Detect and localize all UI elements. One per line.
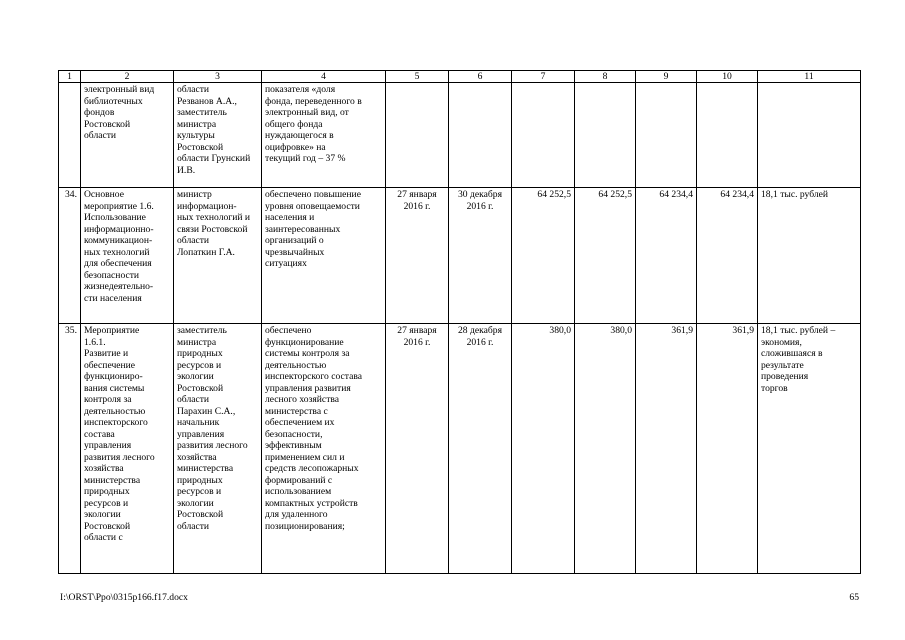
plan-table — [58, 70, 861, 574]
value-col8: 64 252,5 — [575, 188, 636, 324]
executor: области Резванов А.А., заместитель министра культуры Ростовской области Грунский И.В. — [174, 83, 262, 188]
end-date: 30 декабря 2016 г. — [449, 188, 512, 324]
header-cell: 7 — [512, 71, 575, 83]
value-col9: 64 234,4 — [636, 188, 697, 324]
header-cell: 3 — [174, 71, 262, 83]
measure-name: Основное мероприятие 1.6. Использование информационно- коммуникацион- ных технологий для обеспечения безопасности жизнедеятельно- сти населения — [81, 188, 174, 324]
expected-result: обеспечено повышение уровня оповещаемости населения и заинтересованных организаций о чрезвычайных ситуациях — [262, 188, 386, 324]
table-row — [59, 324, 861, 574]
row-number: 35. — [59, 324, 81, 574]
header-cell: 5 — [386, 71, 449, 83]
executor: заместитель министра природных ресурсов и экологии Ростовской области Парахин С.А., начальник управления развития лесного хозяйства министерства природных ресурсов и экологии Ростовской области — [174, 324, 262, 574]
value-col8: 380,0 — [575, 324, 636, 574]
table-row — [59, 83, 861, 188]
measure-name: Мероприятие 1.6.1. Развитие и обеспечение функциониро- вания системы контроля за деятельностью инспекторского состава управления развития лесного хозяйства министерства природных ресурсов и экологии Ростовской области с — [81, 324, 174, 574]
header-cell: 2 — [81, 71, 174, 83]
value-col10: 64 234,4 — [697, 188, 758, 324]
measure-name: электронный вид библиотечных фондов Ростовской области — [81, 83, 174, 188]
value-col7: 380,0 — [512, 324, 575, 574]
header-cell: 10 — [697, 71, 758, 83]
note — [758, 83, 861, 188]
end-date — [449, 83, 512, 188]
table-header-row — [59, 71, 861, 83]
header-cell: 8 — [575, 71, 636, 83]
end-date: 28 декабря 2016 г. — [449, 324, 512, 574]
start-date — [386, 83, 449, 188]
executor: министр информацион- ных технологий и связи Ростовской области Лопаткин Г.А. — [174, 188, 262, 324]
value-col7 — [512, 83, 575, 188]
header-cell: 9 — [636, 71, 697, 83]
note: 18,1 тыс. рублей – экономия, сложившаяся в результате проведения торгов — [758, 324, 861, 574]
row-number: 34. — [59, 188, 81, 324]
start-date: 27 января 2016 г. — [386, 188, 449, 324]
footer-file-path: I:\ORST\Ppo\0315p166.f17.docx — [60, 592, 188, 603]
header-cell: 4 — [262, 71, 386, 83]
header-cell: 6 — [449, 71, 512, 83]
value-col7: 64 252,5 — [512, 188, 575, 324]
start-date: 27 января 2016 г. — [386, 324, 449, 574]
expected-result: показателя «доля фонда, переведенного в электронный вид, от общего фонда нуждающегося в оцифровке» на текущий год – 37 % — [262, 83, 386, 188]
page-number: 65 — [849, 592, 859, 603]
note: 18,1 тыс. рублей — [758, 188, 861, 324]
table-row — [59, 188, 861, 324]
header-cell: 11 — [758, 71, 861, 83]
value-col10 — [697, 83, 758, 188]
row-number — [59, 83, 81, 188]
value-col9 — [636, 83, 697, 188]
header-cell: 1 — [59, 71, 81, 83]
value-col10: 361,9 — [697, 324, 758, 574]
value-col9: 361,9 — [636, 324, 697, 574]
expected-result: обеспечено функционирование системы контроля за деятельностью инспекторского состава управления развития лесного хозяйства министерства с обеспечением их безопасности, эффективным применением сил и средств лесопожарных формирований с использованием компактных устройств для удаленного позиционирования; — [262, 324, 386, 574]
value-col8 — [575, 83, 636, 188]
